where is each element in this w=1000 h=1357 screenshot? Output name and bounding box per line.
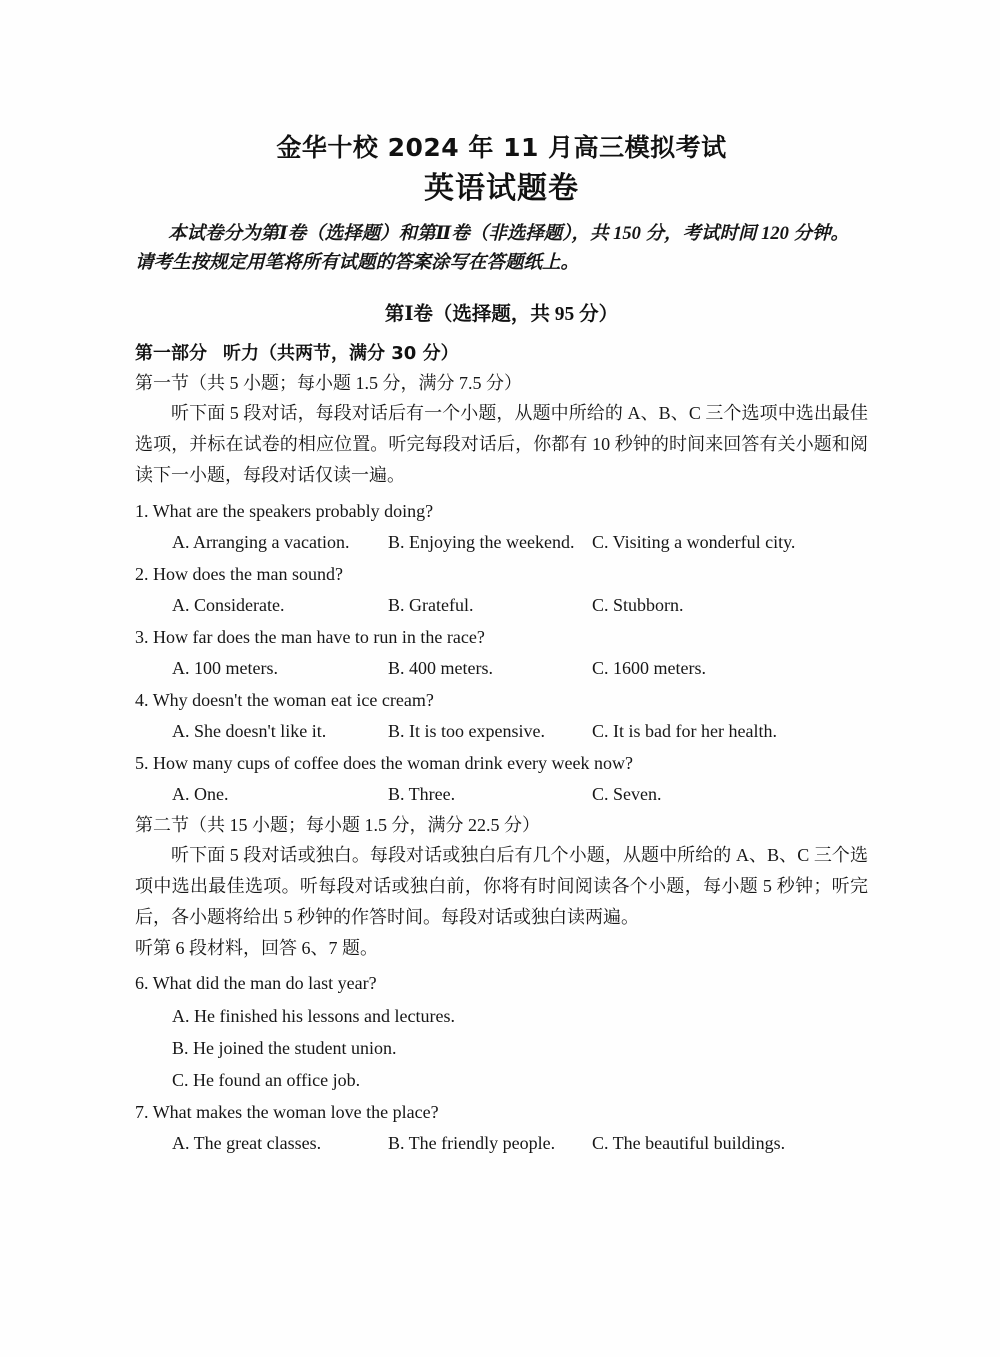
question-4-option-b[interactable]: B. It is too expensive.: [388, 721, 545, 742]
question-5-number: 5.: [135, 753, 149, 774]
question-7-number: 7.: [135, 1101, 149, 1122]
question-2-option-a[interactable]: A. Considerate.: [172, 595, 285, 616]
question-1-options: [135, 527, 868, 558]
question-5-option-a[interactable]: A. One.: [172, 784, 229, 805]
question-2-options: [135, 590, 868, 621]
question-5-text: How many cups of coffee does the woman drink every week now?: [153, 753, 634, 774]
question-1-option-c[interactable]: C. Visiting a wonderful city.: [592, 532, 796, 553]
section-two-instruction: 听下面 5 段对话或独白。每段对话或独白后有几个小题，从题中所给的 A、B、C 三个选项中选出最佳选项。听每段对话或独白前，你将有时间阅读各个小题，每小题 5 秒钟；听完后，各小题将给出 5 秒钟的作答时间。每段对话或独白读两遍。: [135, 845, 868, 928]
question-5-options: [135, 779, 868, 810]
question-4-option-c[interactable]: C. It is bad for her health.: [592, 721, 777, 742]
question-1-text: What are the speakers probably doing?: [152, 500, 434, 521]
question-6-option-a[interactable]: A. He finished his lessons and lectures.: [172, 1005, 455, 1026]
question-7-text: What makes the woman love the place?: [152, 1101, 439, 1122]
question-5-option-c[interactable]: C. Seven.: [592, 784, 662, 805]
question-1: [135, 495, 868, 527]
material-cue-6: 听第 6 段材料，回答 6、7 题。: [135, 938, 378, 959]
volume-heading: 第Ⅰ卷（选择题，共 95 分）: [384, 304, 619, 326]
question-7: [135, 1096, 868, 1128]
question-2: [135, 558, 868, 590]
question-2-option-c[interactable]: C. Stubborn.: [592, 595, 684, 616]
question-6-option-c[interactable]: C. He found an office job.: [172, 1069, 361, 1090]
question-6-text: What did the man do last year?: [152, 973, 377, 994]
question-3-option-b[interactable]: B. 400 meters.: [388, 658, 493, 679]
question-1-number: 1.: [135, 500, 149, 521]
question-4-number: 4.: [135, 690, 149, 711]
question-3: [135, 621, 868, 653]
section-two-heading: 第二节（共 15 小题；每小题 1.5 分，满分 22.5 分）: [135, 815, 540, 836]
exam-instructions-block: [135, 220, 868, 280]
question-4: [135, 684, 868, 716]
question-7-option-c[interactable]: C. The beautiful buildings.: [592, 1132, 786, 1153]
section-one-instruction: 听下面 5 段对话，每段对话后有一个小题，从题中所给的 A、B、C 三个选项中选出最佳选项，并标在试卷的相应位置。听完每段对话后，你都有 10 秒钟的时间来回答有关小题和阅读下一小题，每段对话仅读一遍。: [135, 403, 868, 486]
part-one-label: 第一部分: [135, 342, 207, 364]
exam-instruction-line-1: 本试卷分为第Ⅰ卷（选择题）和第Ⅱ卷（非选择题），共 150 分，考试时间 120 分钟。: [168, 223, 849, 244]
question-3-option-c[interactable]: C. 1600 meters.: [592, 658, 706, 679]
question-7-option-b[interactable]: B. The friendly people.: [388, 1132, 556, 1153]
question-3-number: 3.: [135, 627, 149, 648]
question-2-option-b[interactable]: B. Grateful.: [388, 595, 474, 616]
question-5-option-b[interactable]: B. Three.: [388, 784, 456, 805]
question-4-text: Why doesn't the woman eat ice cream?: [152, 690, 434, 711]
question-2-text: How does the man sound?: [153, 564, 343, 585]
part-one-title: 听力（共两节，满分 30 分）: [223, 342, 459, 364]
question-5: [135, 747, 868, 779]
exam-instruction-line-2: 请考生按规定用笔将所有试题的答案涂写在答题纸上。: [135, 253, 580, 274]
document-content: [135, 132, 868, 1159]
part-one-heading: [135, 339, 868, 368]
page-subtitle: 英语试题卷: [424, 172, 579, 205]
question-7-option-a[interactable]: A. The great classes.: [172, 1132, 322, 1153]
question-6-option-b[interactable]: B. He joined the student union.: [172, 1037, 397, 1058]
question-6: [135, 967, 868, 999]
question-4-option-a[interactable]: A. She doesn't like it.: [172, 721, 327, 742]
section-one-heading: 第一节（共 5 小题；每小题 1.5 分，满分 7.5 分）: [135, 372, 522, 393]
question-2-number: 2.: [135, 564, 149, 585]
question-6-number: 6.: [135, 973, 149, 994]
question-1-option-b[interactable]: B. Enjoying the weekend.: [388, 532, 575, 553]
question-3-text: How far does the man have to run in the race?: [153, 627, 485, 648]
question-3-options: [135, 653, 868, 684]
question-4-options: [135, 716, 868, 747]
page-title: 金华十校 2024 年 11 月高三模拟考试: [276, 133, 727, 162]
question-1-option-a[interactable]: A. Arranging a vacation.: [172, 532, 350, 553]
question-3-option-a[interactable]: A. 100 meters.: [172, 658, 278, 679]
question-7-options: [135, 1128, 868, 1159]
